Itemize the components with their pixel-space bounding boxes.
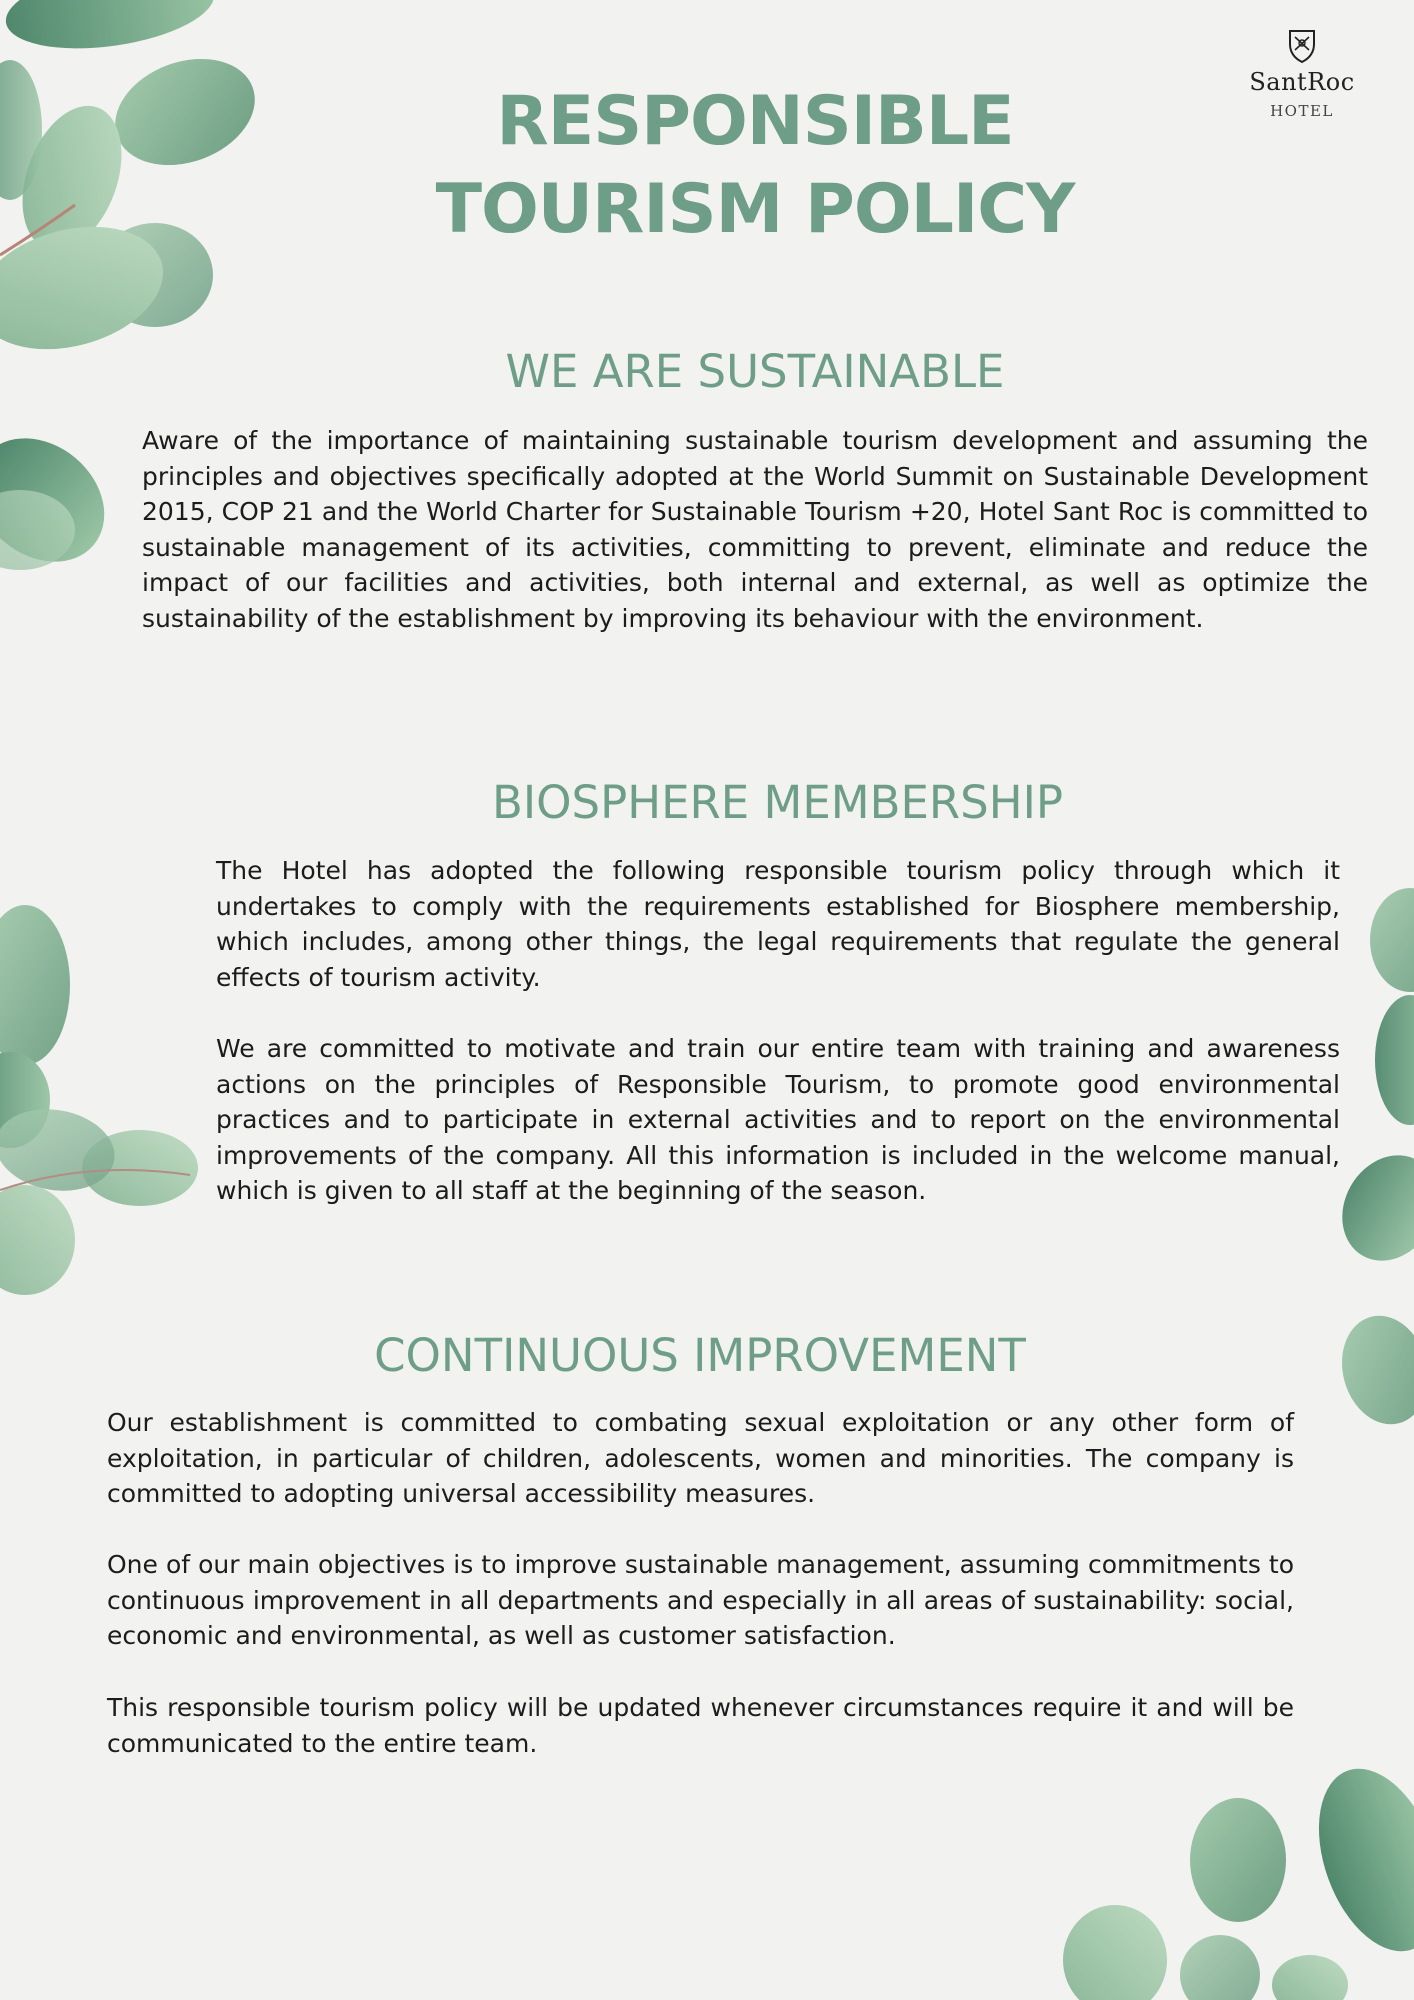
crest-icon <box>1286 28 1318 64</box>
paragraph-improvement-2: One of our main objectives is to improve sustainable management, assuming commitments to continuous improvement in all departments and especially in all areas of sustainability: social, economic and environmental, as well as customer satisfaction. <box>107 1550 1294 1650</box>
page-title-line-1: RESPONSIBLE <box>496 82 1014 161</box>
paragraph-improvement-1: Our establishment is committed to combating sexual exploitation or any other form of exploitation, in particular of children, adolescents, women and minorities. The company is committed to adopting universal accessibility measures. <box>107 1408 1294 1508</box>
logo-subtitle: HOTEL <box>1270 102 1334 120</box>
left-leaf-cluster <box>0 905 198 1295</box>
bottom-right-leaf-cluster <box>1063 1752 1414 2000</box>
page-title <box>330 78 1180 254</box>
heading-continuous-improvement: CONTINUOUS IMPROVEMENT <box>374 1329 1026 1382</box>
paragraph-biosphere-2: We are committed to motivate and train our entire team with training and awareness actions on the principles of Responsible Tourism, to promote good environmental practices and to participate in external activities and to report on the environmental improvements of the company. All this information is included in the welcome manual, which is given to all staff at the beginning of the season. <box>216 1034 1340 1205</box>
logo-name: SantRoc <box>1249 68 1355 96</box>
hotel-logo <box>1222 28 1382 120</box>
paragraph-biosphere-1: The Hotel has adopted the following responsible tourism policy through which it undertakes to comply with the requirements established for Biosphere membership, which includes, among other things, the legal requirements that regulate the general effects of tourism activity. <box>216 856 1340 992</box>
paragraph-improvement-3: This responsible tourism policy will be updated whenever circumstances require it and will be communicated to the entire team. <box>107 1693 1294 1758</box>
paragraph-sustainable: Aware of the importance of maintaining sustainable tourism development and assuming the principles and objectives specifically adopted at the World Summit on Sustainable Development 2015, COP 21 and the World Charter for Sustainable Tourism +20, Hotel Sant Roc is committed to sustainable management of its activities, committing to prevent, eliminate and reduce the impact of our facilities and activities, both internal and external, as well as optimize the sustainability of the establishment by improving its behaviour with the environment. <box>142 426 1368 633</box>
page-title-line-2: TOURISM POLICY <box>435 170 1075 249</box>
heading-biosphere-membership: BIOSPHERE MEMBERSHIP <box>491 776 1063 829</box>
heading-we-are-sustainable: WE ARE SUSTAINABLE <box>505 345 1005 398</box>
